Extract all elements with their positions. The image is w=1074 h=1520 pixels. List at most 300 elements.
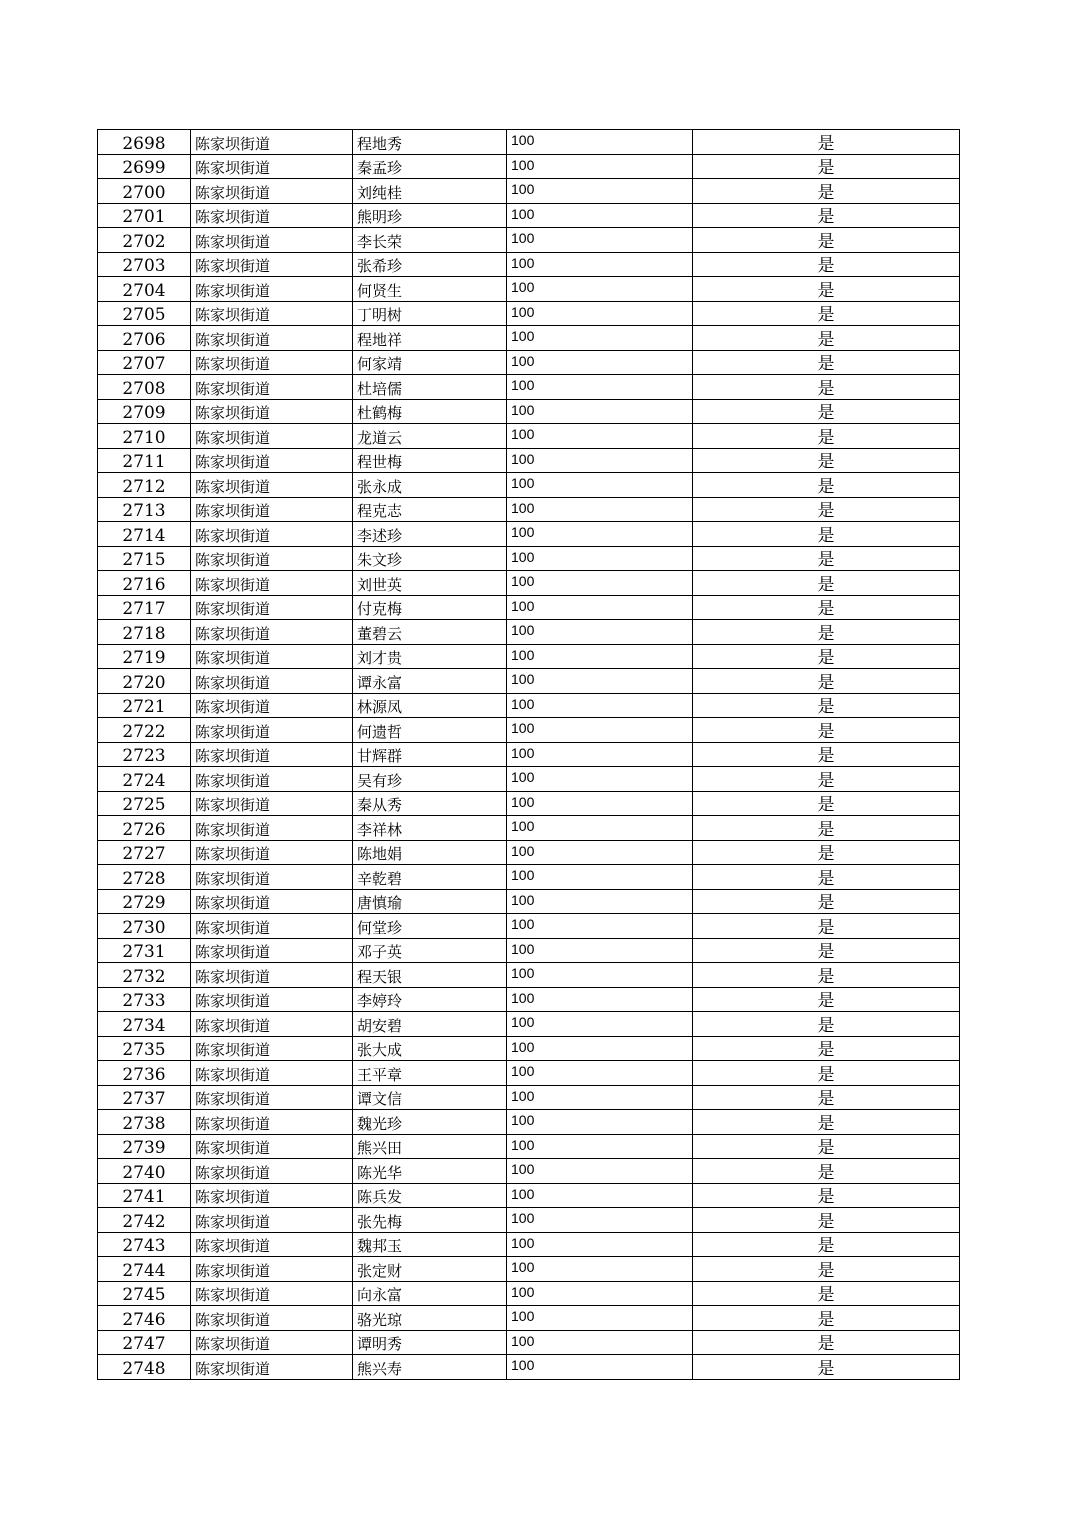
person-name-cell: 董碧云	[353, 620, 507, 645]
row-number-cell: 2740	[98, 1159, 191, 1184]
amount-cell: 100	[507, 1232, 693, 1257]
status-cell: 是	[693, 1159, 960, 1184]
table-row	[98, 889, 960, 914]
status-cell: 是	[693, 473, 960, 498]
row-number-cell: 2738	[98, 1110, 191, 1135]
street-cell: 陈家坝街道	[191, 914, 353, 939]
row-number-cell: 2719	[98, 644, 191, 669]
table-row	[98, 326, 960, 351]
amount-cell: 100	[507, 963, 693, 988]
person-name-cell: 谭永富	[353, 669, 507, 694]
table-row	[98, 718, 960, 743]
table-row	[98, 742, 960, 767]
row-number-cell: 2724	[98, 767, 191, 792]
amount-cell: 100	[507, 497, 693, 522]
status-cell: 是	[693, 767, 960, 792]
person-name-cell: 秦孟珍	[353, 154, 507, 179]
street-cell: 陈家坝街道	[191, 742, 353, 767]
street-cell: 陈家坝街道	[191, 595, 353, 620]
street-cell: 陈家坝街道	[191, 1110, 353, 1135]
street-cell: 陈家坝街道	[191, 791, 353, 816]
person-name-cell: 程世梅	[353, 448, 507, 473]
street-cell: 陈家坝街道	[191, 620, 353, 645]
status-cell: 是	[693, 840, 960, 865]
amount-cell: 100	[507, 424, 693, 449]
status-cell: 是	[693, 718, 960, 743]
amount-cell: 100	[507, 669, 693, 694]
table-row	[98, 1061, 960, 1086]
row-number-cell: 2748	[98, 1355, 191, 1380]
amount-cell: 100	[507, 179, 693, 204]
street-cell: 陈家坝街道	[191, 203, 353, 228]
table-row	[98, 277, 960, 302]
table-row	[98, 497, 960, 522]
street-cell: 陈家坝街道	[191, 1330, 353, 1355]
street-cell: 陈家坝街道	[191, 497, 353, 522]
street-cell: 陈家坝街道	[191, 571, 353, 596]
street-cell: 陈家坝街道	[191, 718, 353, 743]
status-cell: 是	[693, 252, 960, 277]
row-number-cell: 2727	[98, 840, 191, 865]
amount-cell: 100	[507, 399, 693, 424]
street-cell: 陈家坝街道	[191, 767, 353, 792]
person-name-cell: 辛乾碧	[353, 865, 507, 890]
amount-cell: 100	[507, 1330, 693, 1355]
street-cell: 陈家坝街道	[191, 865, 353, 890]
status-cell: 是	[693, 277, 960, 302]
status-cell: 是	[693, 644, 960, 669]
amount-cell: 100	[507, 1208, 693, 1233]
status-cell: 是	[693, 522, 960, 547]
table-row	[98, 1085, 960, 1110]
amount-cell: 100	[507, 840, 693, 865]
table-body	[98, 130, 960, 1380]
amount-cell: 100	[507, 1183, 693, 1208]
amount-cell: 100	[507, 938, 693, 963]
table-row	[98, 987, 960, 1012]
person-name-cell: 秦从秀	[353, 791, 507, 816]
person-name-cell: 朱文珍	[353, 546, 507, 571]
row-number-cell: 2730	[98, 914, 191, 939]
status-cell: 是	[693, 546, 960, 571]
amount-cell: 100	[507, 791, 693, 816]
row-number-cell: 2723	[98, 742, 191, 767]
amount-cell: 100	[507, 350, 693, 375]
person-name-cell: 魏邦玉	[353, 1232, 507, 1257]
table-row	[98, 791, 960, 816]
status-cell: 是	[693, 1061, 960, 1086]
table-row	[98, 1330, 960, 1355]
street-cell: 陈家坝街道	[191, 1257, 353, 1282]
status-cell: 是	[693, 375, 960, 400]
street-cell: 陈家坝街道	[191, 693, 353, 718]
status-cell: 是	[693, 571, 960, 596]
street-cell: 陈家坝街道	[191, 228, 353, 253]
person-name-cell: 付克梅	[353, 595, 507, 620]
table-row	[98, 301, 960, 326]
amount-cell: 100	[507, 718, 693, 743]
status-cell: 是	[693, 1232, 960, 1257]
table-row	[98, 473, 960, 498]
row-number-cell: 2700	[98, 179, 191, 204]
person-name-cell: 陈兵发	[353, 1183, 507, 1208]
person-name-cell: 熊兴田	[353, 1134, 507, 1159]
street-cell: 陈家坝街道	[191, 522, 353, 547]
table-row	[98, 644, 960, 669]
person-name-cell: 唐慎瑜	[353, 889, 507, 914]
row-number-cell: 2702	[98, 228, 191, 253]
street-cell: 陈家坝街道	[191, 1355, 353, 1380]
table-row	[98, 203, 960, 228]
data-table	[97, 129, 960, 1380]
amount-cell: 100	[507, 1159, 693, 1184]
street-cell: 陈家坝街道	[191, 669, 353, 694]
person-name-cell: 张定财	[353, 1257, 507, 1282]
amount-cell: 100	[507, 1134, 693, 1159]
street-cell: 陈家坝街道	[191, 1085, 353, 1110]
table-row	[98, 448, 960, 473]
street-cell: 陈家坝街道	[191, 644, 353, 669]
person-name-cell: 何贤生	[353, 277, 507, 302]
person-name-cell: 李长荣	[353, 228, 507, 253]
status-cell: 是	[693, 938, 960, 963]
street-cell: 陈家坝街道	[191, 424, 353, 449]
status-cell: 是	[693, 179, 960, 204]
status-cell: 是	[693, 1330, 960, 1355]
row-number-cell: 2735	[98, 1036, 191, 1061]
table-row	[98, 1036, 960, 1061]
amount-cell: 100	[507, 1012, 693, 1037]
street-cell: 陈家坝街道	[191, 350, 353, 375]
status-cell: 是	[693, 914, 960, 939]
amount-cell: 100	[507, 154, 693, 179]
status-cell: 是	[693, 595, 960, 620]
status-cell: 是	[693, 350, 960, 375]
row-number-cell: 2732	[98, 963, 191, 988]
person-name-cell: 张希珍	[353, 252, 507, 277]
row-number-cell: 2716	[98, 571, 191, 596]
status-cell: 是	[693, 1183, 960, 1208]
person-name-cell: 熊明珍	[353, 203, 507, 228]
row-number-cell: 2717	[98, 595, 191, 620]
row-number-cell: 2744	[98, 1257, 191, 1282]
table-row	[98, 816, 960, 841]
row-number-cell: 2718	[98, 620, 191, 645]
row-number-cell: 2698	[98, 130, 191, 155]
table-row	[98, 1232, 960, 1257]
person-name-cell: 张大成	[353, 1036, 507, 1061]
status-cell: 是	[693, 889, 960, 914]
row-number-cell: 2706	[98, 326, 191, 351]
table-row	[98, 1355, 960, 1380]
row-number-cell: 2704	[98, 277, 191, 302]
status-cell: 是	[693, 497, 960, 522]
amount-cell: 100	[507, 1257, 693, 1282]
table-row	[98, 252, 960, 277]
street-cell: 陈家坝街道	[191, 1036, 353, 1061]
status-cell: 是	[693, 154, 960, 179]
person-name-cell: 李祥林	[353, 816, 507, 841]
status-cell: 是	[693, 865, 960, 890]
status-cell: 是	[693, 963, 960, 988]
street-cell: 陈家坝街道	[191, 1232, 353, 1257]
street-cell: 陈家坝街道	[191, 1061, 353, 1086]
row-number-cell: 2731	[98, 938, 191, 963]
status-cell: 是	[693, 1036, 960, 1061]
row-number-cell: 2737	[98, 1085, 191, 1110]
table-row	[98, 693, 960, 718]
person-name-cell: 向永富	[353, 1281, 507, 1306]
table-row	[98, 938, 960, 963]
person-name-cell: 龙道云	[353, 424, 507, 449]
status-cell: 是	[693, 1306, 960, 1331]
amount-cell: 100	[507, 987, 693, 1012]
status-cell: 是	[693, 987, 960, 1012]
street-cell: 陈家坝街道	[191, 375, 353, 400]
person-name-cell: 陈光华	[353, 1159, 507, 1184]
row-number-cell: 2701	[98, 203, 191, 228]
amount-cell: 100	[507, 889, 693, 914]
row-number-cell: 2708	[98, 375, 191, 400]
row-number-cell: 2734	[98, 1012, 191, 1037]
row-number-cell: 2720	[98, 669, 191, 694]
row-number-cell: 2715	[98, 546, 191, 571]
row-number-cell: 2741	[98, 1183, 191, 1208]
table-row	[98, 228, 960, 253]
status-cell: 是	[693, 742, 960, 767]
row-number-cell: 2729	[98, 889, 191, 914]
status-cell: 是	[693, 1257, 960, 1282]
person-name-cell: 李述珍	[353, 522, 507, 547]
status-cell: 是	[693, 1281, 960, 1306]
row-number-cell: 2726	[98, 816, 191, 841]
status-cell: 是	[693, 1355, 960, 1380]
table-row	[98, 1012, 960, 1037]
amount-cell: 100	[507, 1061, 693, 1086]
person-name-cell: 杜鹤梅	[353, 399, 507, 424]
table-row	[98, 546, 960, 571]
person-name-cell: 陈地娟	[353, 840, 507, 865]
row-number-cell: 2733	[98, 987, 191, 1012]
status-cell: 是	[693, 1134, 960, 1159]
street-cell: 陈家坝街道	[191, 987, 353, 1012]
street-cell: 陈家坝街道	[191, 252, 353, 277]
status-cell: 是	[693, 326, 960, 351]
table-row	[98, 1159, 960, 1184]
row-number-cell: 2709	[98, 399, 191, 424]
street-cell: 陈家坝街道	[191, 963, 353, 988]
street-cell: 陈家坝街道	[191, 130, 353, 155]
street-cell: 陈家坝街道	[191, 1012, 353, 1037]
row-number-cell: 2705	[98, 301, 191, 326]
street-cell: 陈家坝街道	[191, 889, 353, 914]
row-number-cell: 2711	[98, 448, 191, 473]
person-name-cell: 王平章	[353, 1061, 507, 1086]
table-row	[98, 865, 960, 890]
person-name-cell: 程地秀	[353, 130, 507, 155]
row-number-cell: 2728	[98, 865, 191, 890]
person-name-cell: 李婷玲	[353, 987, 507, 1012]
person-name-cell: 谭明秀	[353, 1330, 507, 1355]
table-row	[98, 130, 960, 155]
row-number-cell: 2745	[98, 1281, 191, 1306]
person-name-cell: 杜培儒	[353, 375, 507, 400]
person-name-cell: 丁明树	[353, 301, 507, 326]
amount-cell: 100	[507, 571, 693, 596]
amount-cell: 100	[507, 522, 693, 547]
status-cell: 是	[693, 1110, 960, 1135]
street-cell: 陈家坝街道	[191, 326, 353, 351]
street-cell: 陈家坝街道	[191, 399, 353, 424]
table-row	[98, 1281, 960, 1306]
row-number-cell: 2714	[98, 522, 191, 547]
person-name-cell: 程克志	[353, 497, 507, 522]
person-name-cell: 刘纯桂	[353, 179, 507, 204]
row-number-cell: 2721	[98, 693, 191, 718]
street-cell: 陈家坝街道	[191, 816, 353, 841]
table-row	[98, 350, 960, 375]
amount-cell: 100	[507, 1306, 693, 1331]
person-name-cell: 程天银	[353, 963, 507, 988]
row-number-cell: 2736	[98, 1061, 191, 1086]
person-name-cell: 张永成	[353, 473, 507, 498]
amount-cell: 100	[507, 693, 693, 718]
status-cell: 是	[693, 448, 960, 473]
row-number-cell: 2712	[98, 473, 191, 498]
amount-cell: 100	[507, 865, 693, 890]
amount-cell: 100	[507, 1281, 693, 1306]
amount-cell: 100	[507, 228, 693, 253]
amount-cell: 100	[507, 448, 693, 473]
row-number-cell: 2747	[98, 1330, 191, 1355]
row-number-cell: 2707	[98, 350, 191, 375]
row-number-cell: 2713	[98, 497, 191, 522]
street-cell: 陈家坝街道	[191, 840, 353, 865]
amount-cell: 100	[507, 473, 693, 498]
row-number-cell: 2725	[98, 791, 191, 816]
amount-cell: 100	[507, 277, 693, 302]
table-row	[98, 669, 960, 694]
amount-cell: 100	[507, 742, 693, 767]
street-cell: 陈家坝街道	[191, 301, 353, 326]
person-name-cell: 何遗哲	[353, 718, 507, 743]
street-cell: 陈家坝街道	[191, 277, 353, 302]
street-cell: 陈家坝街道	[191, 1134, 353, 1159]
street-cell: 陈家坝街道	[191, 1208, 353, 1233]
status-cell: 是	[693, 816, 960, 841]
amount-cell: 100	[507, 767, 693, 792]
table-row	[98, 1257, 960, 1282]
row-number-cell: 2743	[98, 1232, 191, 1257]
table-row	[98, 914, 960, 939]
table-row	[98, 424, 960, 449]
person-name-cell: 骆光琼	[353, 1306, 507, 1331]
status-cell: 是	[693, 791, 960, 816]
table-row	[98, 399, 960, 424]
table-row	[98, 1208, 960, 1233]
amount-cell: 100	[507, 595, 693, 620]
status-cell: 是	[693, 228, 960, 253]
amount-cell: 100	[507, 130, 693, 155]
table-row	[98, 963, 960, 988]
table-row	[98, 179, 960, 204]
amount-cell: 100	[507, 252, 693, 277]
row-number-cell: 2710	[98, 424, 191, 449]
person-name-cell: 熊兴寿	[353, 1355, 507, 1380]
street-cell: 陈家坝街道	[191, 1183, 353, 1208]
table-row	[98, 1306, 960, 1331]
person-name-cell: 刘才贵	[353, 644, 507, 669]
amount-cell: 100	[507, 203, 693, 228]
table-row	[98, 375, 960, 400]
table-row	[98, 840, 960, 865]
status-cell: 是	[693, 203, 960, 228]
status-cell: 是	[693, 620, 960, 645]
amount-cell: 100	[507, 816, 693, 841]
street-cell: 陈家坝街道	[191, 473, 353, 498]
status-cell: 是	[693, 130, 960, 155]
person-name-cell: 何家靖	[353, 350, 507, 375]
person-name-cell: 甘辉群	[353, 742, 507, 767]
amount-cell: 100	[507, 1355, 693, 1380]
person-name-cell: 程地祥	[353, 326, 507, 351]
row-number-cell: 2739	[98, 1134, 191, 1159]
table-row	[98, 595, 960, 620]
person-name-cell: 吴有珍	[353, 767, 507, 792]
table-row	[98, 571, 960, 596]
street-cell: 陈家坝街道	[191, 179, 353, 204]
status-cell: 是	[693, 1208, 960, 1233]
table-row	[98, 620, 960, 645]
amount-cell: 100	[507, 1036, 693, 1061]
amount-cell: 100	[507, 644, 693, 669]
street-cell: 陈家坝街道	[191, 1306, 353, 1331]
table-row	[98, 1134, 960, 1159]
amount-cell: 100	[507, 620, 693, 645]
street-cell: 陈家坝街道	[191, 1281, 353, 1306]
row-number-cell: 2699	[98, 154, 191, 179]
status-cell: 是	[693, 301, 960, 326]
status-cell: 是	[693, 693, 960, 718]
table-row	[98, 767, 960, 792]
status-cell: 是	[693, 399, 960, 424]
amount-cell: 100	[507, 375, 693, 400]
table-row	[98, 1110, 960, 1135]
status-cell: 是	[693, 1085, 960, 1110]
amount-cell: 100	[507, 301, 693, 326]
row-number-cell: 2703	[98, 252, 191, 277]
amount-cell: 100	[507, 914, 693, 939]
person-name-cell: 胡安碧	[353, 1012, 507, 1037]
person-name-cell: 林源凤	[353, 693, 507, 718]
row-number-cell: 2742	[98, 1208, 191, 1233]
amount-cell: 100	[507, 1110, 693, 1135]
street-cell: 陈家坝街道	[191, 938, 353, 963]
street-cell: 陈家坝街道	[191, 1159, 353, 1184]
table-row	[98, 1183, 960, 1208]
person-name-cell: 何堂珍	[353, 914, 507, 939]
amount-cell: 100	[507, 1085, 693, 1110]
person-name-cell: 刘世英	[353, 571, 507, 596]
amount-cell: 100	[507, 546, 693, 571]
row-number-cell: 2746	[98, 1306, 191, 1331]
row-number-cell: 2722	[98, 718, 191, 743]
table-row	[98, 154, 960, 179]
street-cell: 陈家坝街道	[191, 448, 353, 473]
amount-cell: 100	[507, 326, 693, 351]
person-name-cell: 谭文信	[353, 1085, 507, 1110]
person-name-cell: 邓子英	[353, 938, 507, 963]
